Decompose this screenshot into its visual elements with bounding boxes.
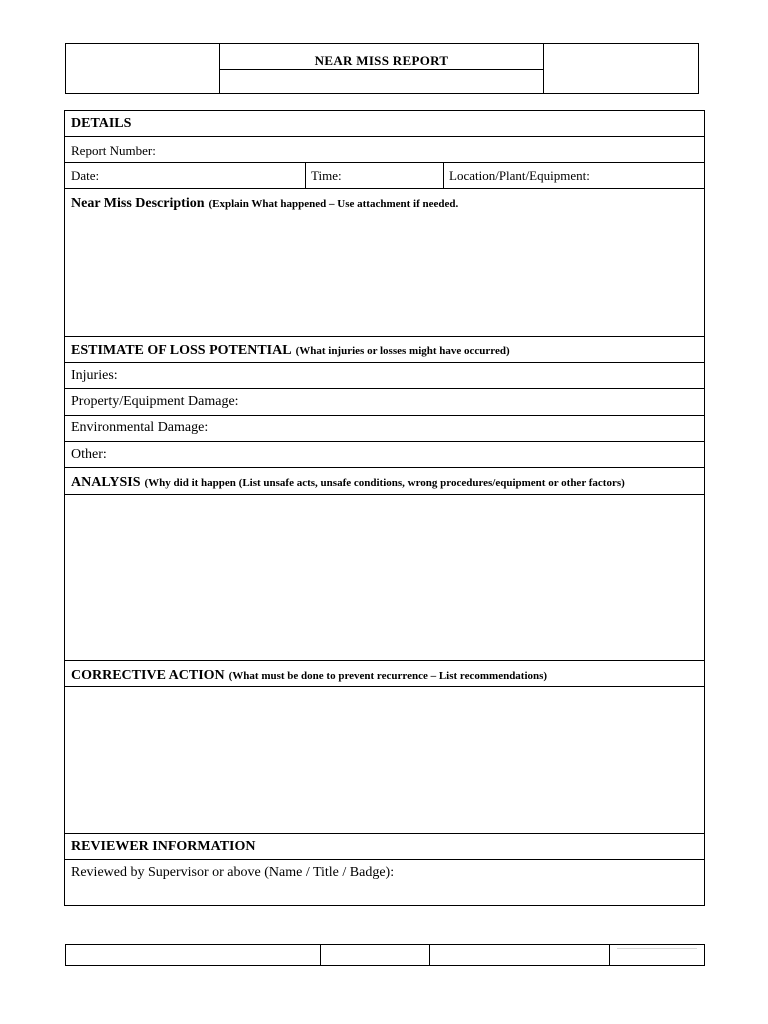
reviewer-heading: REVIEWER INFORMATION (71, 839, 256, 854)
rule (64, 188, 705, 189)
description-field[interactable] (65, 212, 704, 335)
time-location-divider (443, 162, 444, 189)
injuries-label: Injuries: (71, 368, 118, 383)
environmental-damage-label: Environmental Damage: (71, 420, 209, 435)
analysis-heading-line (71, 474, 625, 490)
rule (64, 441, 705, 442)
loss-heading: ESTIMATE OF LOSS POTENTIAL (71, 343, 292, 358)
date-time-divider (305, 162, 306, 189)
time-label: Time: (311, 168, 342, 183)
rule (64, 833, 705, 834)
rule (64, 336, 705, 337)
details-heading: DETAILS (71, 116, 132, 131)
rule (64, 362, 705, 363)
footer-divider (320, 944, 321, 966)
other-label: Other: (71, 447, 107, 462)
property-damage-label: Property/Equipment Damage: (71, 394, 239, 409)
reviewed-by-label: Reviewed by Supervisor or above (Name / Title / Badge): (71, 865, 395, 880)
rule (64, 859, 705, 860)
rule (64, 415, 705, 416)
footer-divider (609, 944, 610, 966)
corrective-field[interactable] (65, 687, 704, 832)
description-note: (Explain What happened – Use attachment if needed. (208, 198, 459, 210)
loss-heading-line (71, 342, 510, 358)
rule (64, 162, 705, 163)
corrective-heading: CORRECTIVE ACTION (71, 668, 225, 683)
description-heading: Near Miss Description (71, 196, 205, 211)
location-label: Location/Plant/Equipment: (449, 168, 590, 183)
report-number-label: Report Number: (71, 143, 156, 158)
rule (64, 136, 705, 137)
footer-divider (429, 944, 430, 966)
page-title: NEAR MISS REPORT (314, 53, 449, 68)
corrective-heading-line (71, 667, 547, 683)
loss-note: (What injuries or losses might have occurred) (295, 345, 510, 357)
footer-faint-line (617, 948, 697, 949)
date-label: Date: (71, 168, 100, 183)
header-title-underline (219, 69, 544, 70)
rule (64, 388, 705, 389)
rule (64, 467, 705, 468)
analysis-field[interactable] (65, 495, 704, 659)
description-heading-line (71, 195, 458, 211)
corrective-note: (What must be done to prevent recurrence – List recommendations) (228, 670, 548, 682)
rule (64, 660, 705, 661)
analysis-note: (Why did it happen (List unsafe acts, unsafe conditions, wrong procedures/equipment or other factors) (144, 477, 625, 489)
analysis-heading: ANALYSIS (71, 475, 141, 490)
